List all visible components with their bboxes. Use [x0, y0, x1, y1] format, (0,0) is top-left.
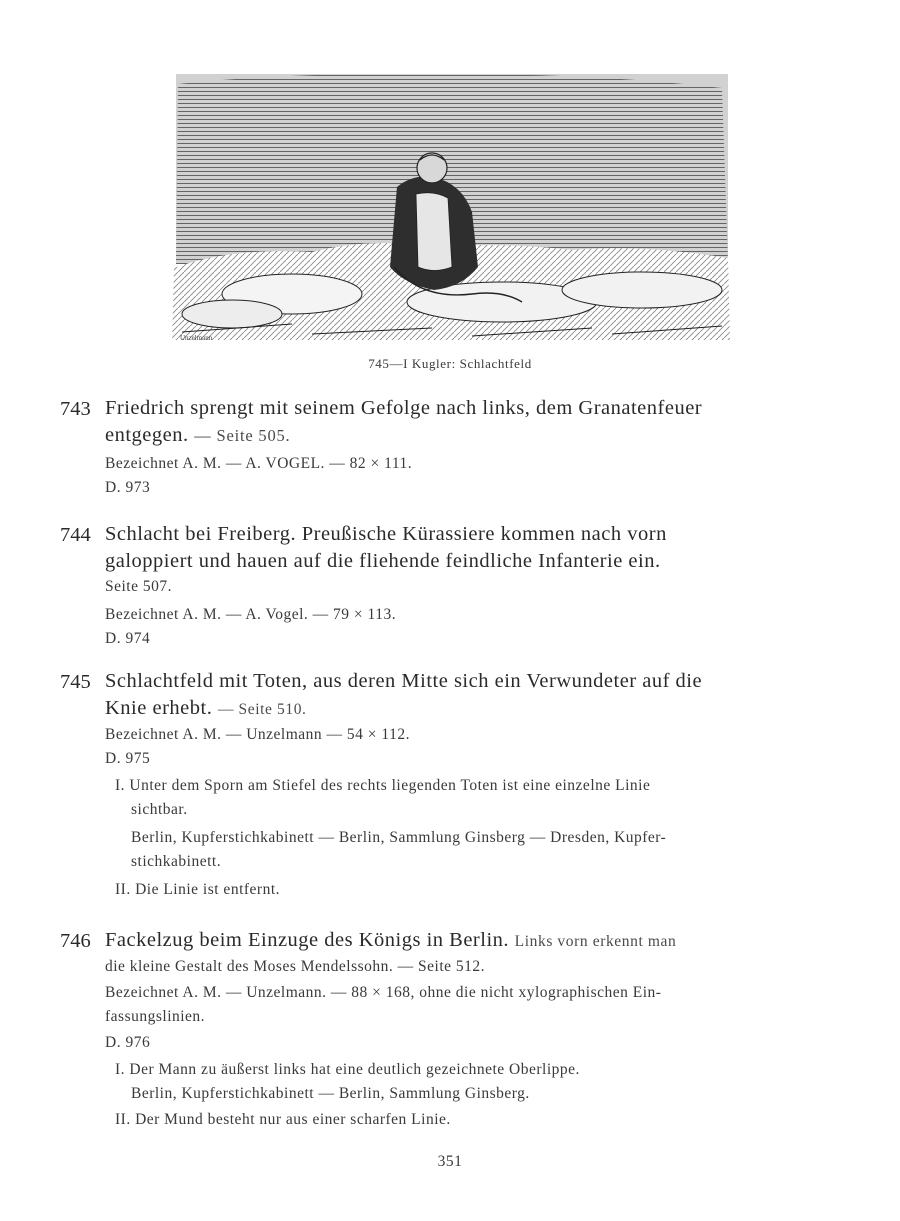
figure-caption: 745—I Kugler: Schlachtfeld — [368, 356, 532, 371]
entry-title-line: galoppiert und hauen auf die fliehende feindliche Infanterie ein. — [105, 550, 661, 572]
entry-title-text: entgegen. — [105, 424, 189, 446]
entry-title-line — [105, 927, 802, 955]
entry-page-ref: Seite 507. — [105, 578, 172, 595]
collection-line: Berlin, Kupferstichkabinett — Berlin, Sammlung Ginsberg. — [131, 1085, 530, 1102]
entry-signature-cont: fassungslinien. — [105, 1008, 206, 1025]
collection-line: Berlin, Kupferstichkabinett — Berlin, Sammlung Ginsberg — Dresden, Kupfer- — [131, 829, 667, 846]
catalog-entry-746 — [60, 927, 802, 1132]
entry-signature: Bezeichnet A. M. — Unzelmann — 54 × 112. — [105, 726, 410, 743]
entry-signature: Bezeichnet A. M. — A. Vogel. — 79 × 113. — [105, 606, 397, 623]
entry-catalog-number: D. 973 — [105, 479, 151, 496]
entry-catalog-number: D. 974 — [105, 630, 151, 647]
entry-number: 746 — [60, 930, 91, 952]
engraving-signature: Unzelmann — [180, 334, 213, 342]
entry-title-line — [105, 422, 802, 449]
entry-title-line — [105, 695, 802, 723]
entry-number: 743 — [60, 398, 91, 420]
battlefield-engraving — [172, 62, 732, 344]
entry-page-ref: — Seite 510. — [217, 701, 307, 718]
entry-number: 744 — [60, 524, 91, 546]
state-line: sichtbar. — [131, 801, 188, 818]
state-line: I. Unter dem Sporn am Stiefel des rechts liegenden Toten ist eine einzelne Linie — [115, 777, 651, 794]
catalog-entry-743 — [60, 395, 802, 500]
entry-title-text: Knie erhebt. — [105, 697, 213, 719]
catalog-entry-744 — [60, 521, 802, 651]
entry-title-line: Schlachtfeld mit Toten, aus deren Mitte sich ein Verwundeter auf die — [105, 670, 703, 692]
page-number: 351 — [437, 1153, 463, 1170]
entry-title-line: Friedrich sprengt mit seinem Gefolge nach links, dem Granatenfeuer — [105, 397, 703, 419]
entry-signature: Bezeichnet A. M. — Unzelmann. — 88 × 168, ohne die nicht xylographischen Ein- — [105, 984, 662, 1001]
state-line: I. Der Mann zu äußerst links hat eine deutlich gezeichnete Oberlippe. — [115, 1061, 580, 1078]
entry-signature: Bezeichnet A. M. — A. VOGEL. — 82 × 111. — [105, 455, 413, 472]
entry-title-text: Fackelzug beim Einzuge des Königs in Berlin. — [105, 929, 510, 951]
entry-number: 745 — [60, 671, 91, 693]
collection-line: stichkabinett. — [131, 853, 222, 870]
state-line: II. Die Linie ist entfernt. — [115, 881, 281, 898]
state-line: II. Der Mund besteht nur aus einer scharfen Linie. — [115, 1111, 451, 1128]
catalog-entry-745 — [60, 668, 802, 902]
entry-page-ref: — Seite 505. — [194, 426, 291, 445]
entry-desc-line: die kleine Gestalt des Moses Mendelssohn. — Seite 512. — [105, 958, 486, 975]
entry-catalog-number: D. 975 — [105, 750, 151, 767]
entry-title-line: Schlacht bei Freiberg. Preußische Kürassiere kommen nach vorn — [105, 523, 667, 545]
entry-catalog-number: D. 976 — [105, 1034, 151, 1051]
entry-desc-text: Links vorn erkennt man — [514, 933, 677, 950]
